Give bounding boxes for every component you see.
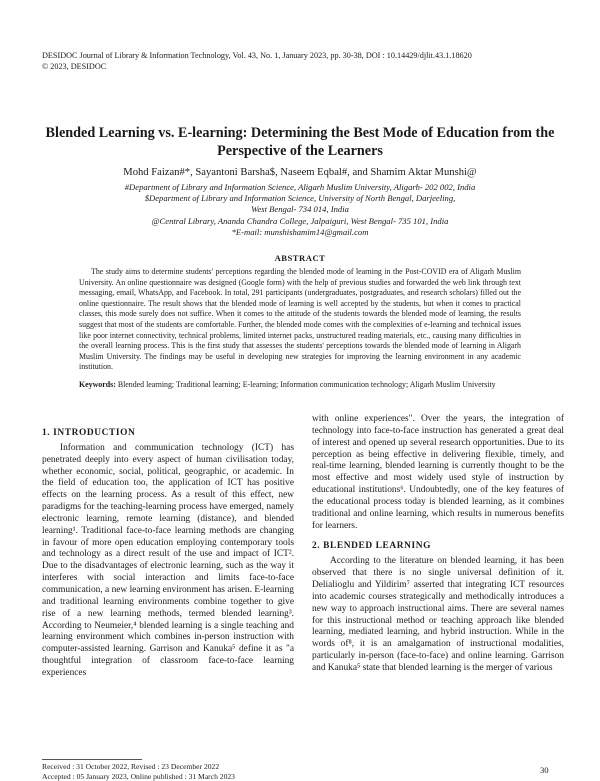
affiliation-line: @Central Library, Ananda Chandra College, Jalpaiguri, West Bengal- 735 101, India (40, 216, 560, 227)
right-column (312, 414, 564, 675)
keywords-label: Keywords: (79, 380, 116, 389)
affiliation-line: #Department of Library and Information Science, Aligarh Muslim University, Aligarh- 202 002, India (40, 182, 560, 193)
left-column (42, 428, 294, 680)
section-heading-introduction: 1. INTRODUCTION (42, 428, 294, 440)
affiliation-line: West Bengal- 734 014, India (40, 204, 560, 215)
introduction-paragraph: Information and communication technology (ICT) has penetrated deeply into every aspect of human civilisation today, whether economic, social, political, geographic, or academic. In the field of education too, the application of ICT has positive effects on the learning process. As a result of this effect, new paradigms for the teaching-learning process have emerged, namely electronic learning, remote learning (distance), and blended learning¹. Traditional face-to-face learning methods are changing in favour of more open education employing contemporary tools and technology as a direct result of the use and impact of ICT². Due to the disadvantages of electronic learning, such as the way it interferes with social interaction and limits face-to-face communication, a new learning environment has arisen. E-learning and traditional learning environments combine together to give rise of a new learning methods, termed blended learning³. According to Neumeier,⁴ blended learning is a single teaching and learning environment which combines in-person instruction with computer-assisted learning. Garrison and Kanuka⁵ define it as "a thoughtful integration of classroom face-to-face learning experiences (42, 443, 294, 680)
journal-header (42, 51, 562, 72)
footnote-rule (42, 759, 142, 760)
copyright-line: © 2023, DESIDOC (42, 62, 562, 73)
author-list: Mohd Faizan#*, Sayantoni Barsha$, Naseem Eqbal#, and Shamim Aktar Munshi@ (40, 166, 560, 179)
abstract-text: The study aims to determine students' perceptions regarding the blended mode of learning in the Post-COVID era of Aligarh Muslim University. An online questionnaire was designed (Google form) with the help of previous studies and forwarded the web link through text messaging, email, WhatsApp, and Facebook. In total, 291 participants (undergraduates, postgraduates, and research scholars) filled out the online questionnaire. The result shows that the blended mode of learning is well accepted by the students, but when it comes to practical classes, this mode surely does not suffice. When it comes to the attitude of the students towards the blended mode of learning, the results suggest that most of the students are comfortable. Further, the blended mode comes with the complexities of e-learning and technical issues like poor internet connectivity, technical problems, limited internet packs, unstructured reading materials, etc., causing many difficulties in the overall learning process. This is the first study that assesses the students' perceptions towards the blended mode of learning in Aligarh Muslim University. The findings may be useful in developing new strategies for improving the learning environment in any academic institution. (79, 267, 521, 373)
author-email: *E-mail: munshishamim14@gmail.com (40, 227, 560, 238)
affiliations (40, 182, 560, 238)
blended-learning-paragraph: According to the literature on blended learning, it has been observed that there is no single universal definition of it. Delialioglu and Yildirim⁷ asserted that integrating ICT resources into academic courses strategically and methodically introduces a new way to approach instructional aims. There are several names for this instructional method or teaching approach like blended learning, mediated learning, and hybrid instruction. While in the words of⁸, it is an amalgamation of instructional modalities, particularly in-person (face-to-face) and online learning. Garrison and Kanuka⁵ state that blended learning is the merger of various (312, 556, 564, 674)
page-number: 30 (540, 765, 549, 775)
introduction-continuation: with online experiences". Over the years, the integration of technology into face-to-face instruction has generated a great deal of interest and opened up several research opportunities. Due to its perception as being effective in delivering flexible, timely, and real-time learning, blended learning is currently thought to be the most effective and most widely used style of instruction by educational institutions⁶. Undoubtedly, one of the key features of the educational process today is blended learning, as it combines traditional and online learning, which results in numerous benefits for learners. (312, 414, 564, 532)
paper-title: Blended Learning vs. E-learning: Determining the Best Mode of Education from the Perspective of the Learners (38, 125, 562, 160)
keywords (79, 380, 521, 391)
footnote (42, 762, 302, 781)
received-dates: Received : 31 October 2022, Revised : 23 December 2022 (42, 762, 302, 772)
section-heading-blended-learning: 2. BLENDED LEARNING (312, 541, 564, 553)
accepted-dates: Accepted : 05 January 2023, Online published : 31 March 2023 (42, 772, 302, 781)
abstract-heading: ABSTRACT (40, 253, 560, 263)
journal-citation-line: DESIDOC Journal of Library & Information Technology, Vol. 43, No. 1, January 2023, pp. 30-38, DOI : 10.14429/djlit.43.1.18620 (42, 51, 562, 62)
keywords-text: Blended learning; Traditional learning; E-learning; Information communication technology; Aligarh Muslim University (118, 380, 496, 389)
affiliation-line: $Department of Library and Information Science, University of North Bengal, Darjeeling, (40, 193, 560, 204)
